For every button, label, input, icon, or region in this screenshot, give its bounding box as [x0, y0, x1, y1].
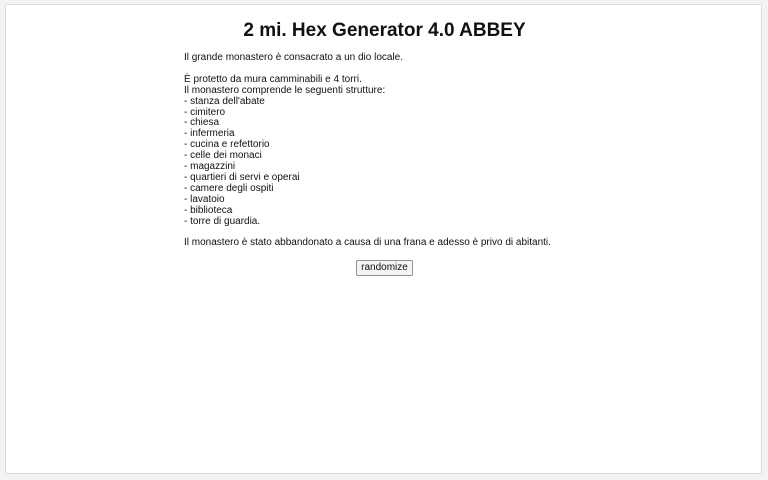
structures-intro-text: Il monastero comprende le seguenti strutture: — [184, 84, 386, 96]
list-item: - cimitero — [184, 106, 226, 118]
abbey-description — [184, 53, 604, 249]
list-item: - camere degli ospiti — [184, 182, 274, 194]
page-title: 2 mi. Hex Generator 4.0 ABBEY — [243, 20, 526, 41]
walls-text: È protetto da mura camminabili e 4 torri. — [184, 73, 362, 85]
list-item: - chiesa — [184, 117, 220, 129]
randomize-button[interactable]: randomize — [356, 260, 413, 276]
list-item: - torre di guardia. — [184, 215, 261, 227]
list-item: - quartieri di servi e operai — [184, 171, 300, 183]
list-item: - biblioteca — [184, 204, 233, 216]
structures-list — [184, 97, 604, 228]
list-item: - magazzini — [184, 161, 236, 173]
status-text: Il monastero è stato abbandonato a causa di una frana e adesso è privo di abitanti. — [184, 237, 551, 249]
list-item: - celle dei monaci — [184, 150, 262, 162]
intro-text: Il grande monastero è consacrato a un dio locale. — [184, 52, 404, 63]
list-item: - lavatoio — [184, 193, 225, 205]
page-container — [5, 4, 762, 474]
list-item: - stanza dell'abate — [184, 95, 265, 107]
actions-bar — [6, 257, 763, 276]
list-item: - infermeria — [184, 128, 235, 140]
list-item: - cucina e refettorio — [184, 139, 270, 151]
